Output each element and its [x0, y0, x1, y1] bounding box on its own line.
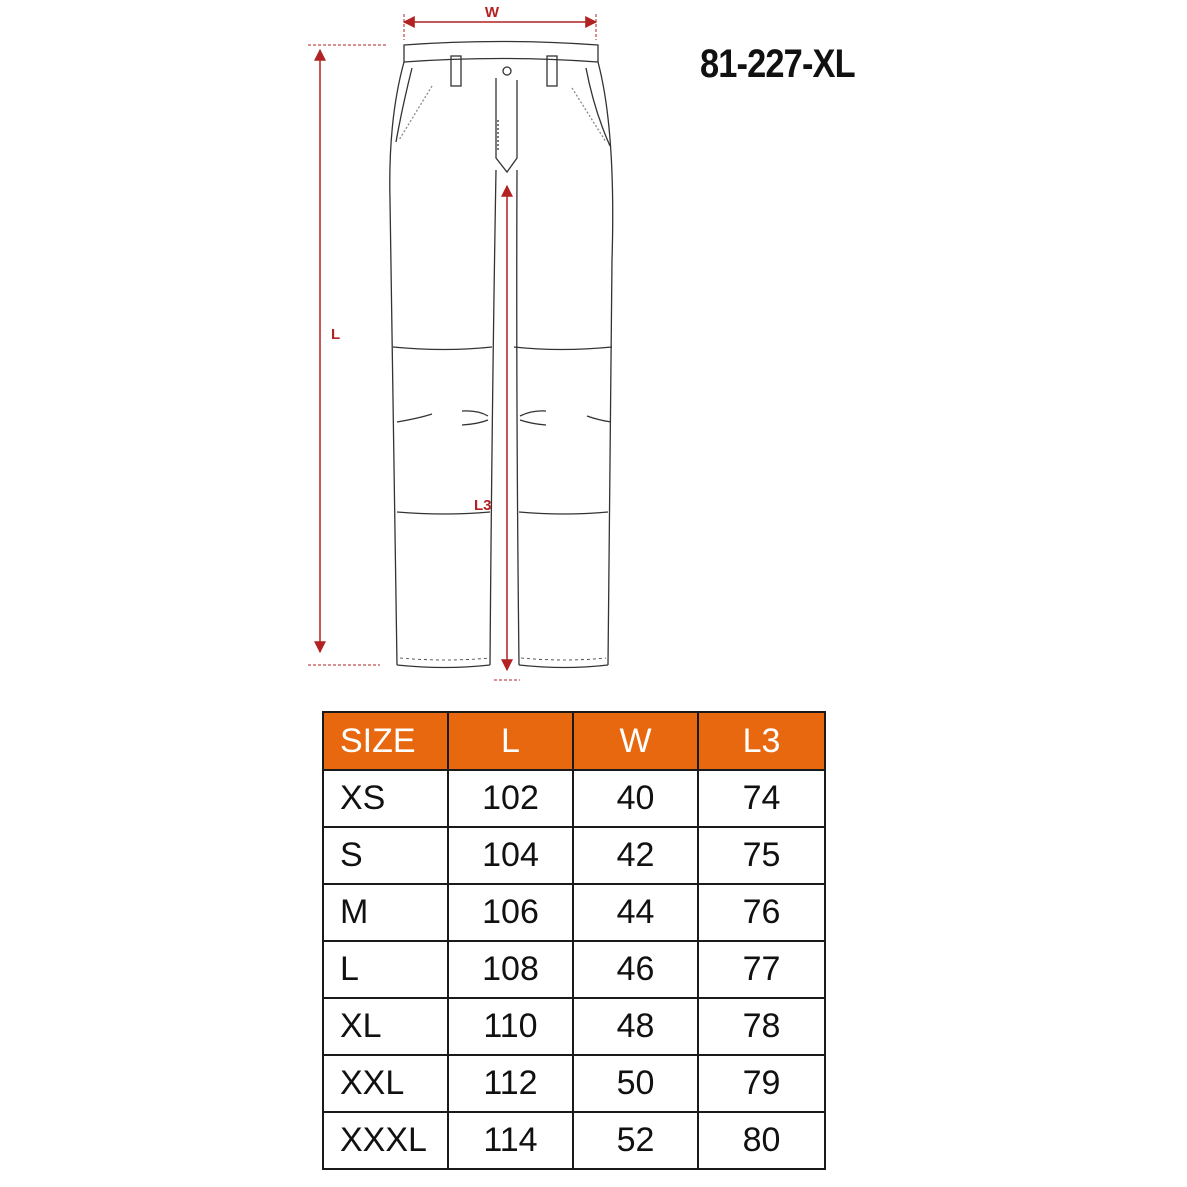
size-chart-table [322, 711, 826, 1170]
table-header-row [323, 712, 825, 770]
width-cell: 48 [573, 998, 698, 1055]
length-dimension [308, 45, 386, 665]
width-cell: 42 [573, 827, 698, 884]
inseam-cell: 77 [698, 941, 825, 998]
table-row [323, 1112, 825, 1169]
inseam-cell: 79 [698, 1055, 825, 1112]
width-cell: 44 [573, 884, 698, 941]
table-row [323, 827, 825, 884]
inseam-cell: 74 [698, 770, 825, 827]
inseam-label: L3 [474, 497, 492, 514]
length-cell: 102 [448, 770, 573, 827]
size-cell: S [323, 827, 448, 884]
header-size: SIZE [323, 712, 448, 770]
length-cell: 114 [448, 1112, 573, 1169]
inseam-cell: 78 [698, 998, 825, 1055]
table-row [323, 770, 825, 827]
width-cell: 46 [573, 941, 698, 998]
width-label: W [484, 4, 500, 21]
header-width: W [573, 712, 698, 770]
table-row [323, 884, 825, 941]
size-cell: XXXL [323, 1112, 448, 1169]
header-inseam: L3 [698, 712, 825, 770]
product-code: 81-227-XL [700, 42, 855, 86]
size-cell: L [323, 941, 448, 998]
length-cell: 108 [448, 941, 573, 998]
width-cell: 50 [573, 1055, 698, 1112]
length-cell: 104 [448, 827, 573, 884]
header-length: L [448, 712, 573, 770]
length-cell: 112 [448, 1055, 573, 1112]
inseam-dimension [474, 186, 520, 680]
width-cell: 40 [573, 770, 698, 827]
inseam-cell: 75 [698, 827, 825, 884]
size-cell: M [323, 884, 448, 941]
size-cell: XL [323, 998, 448, 1055]
table-row [323, 998, 825, 1055]
inseam-cell: 76 [698, 884, 825, 941]
trousers-outline [390, 42, 613, 668]
width-dimension [404, 4, 596, 40]
table-row [323, 1055, 825, 1112]
length-cell: 110 [448, 998, 573, 1055]
size-cell: XXL [323, 1055, 448, 1112]
length-label: L [331, 326, 341, 343]
width-cell: 52 [573, 1112, 698, 1169]
inseam-cell: 80 [698, 1112, 825, 1169]
size-cell: XS [323, 770, 448, 827]
length-cell: 106 [448, 884, 573, 941]
table-row [323, 941, 825, 998]
